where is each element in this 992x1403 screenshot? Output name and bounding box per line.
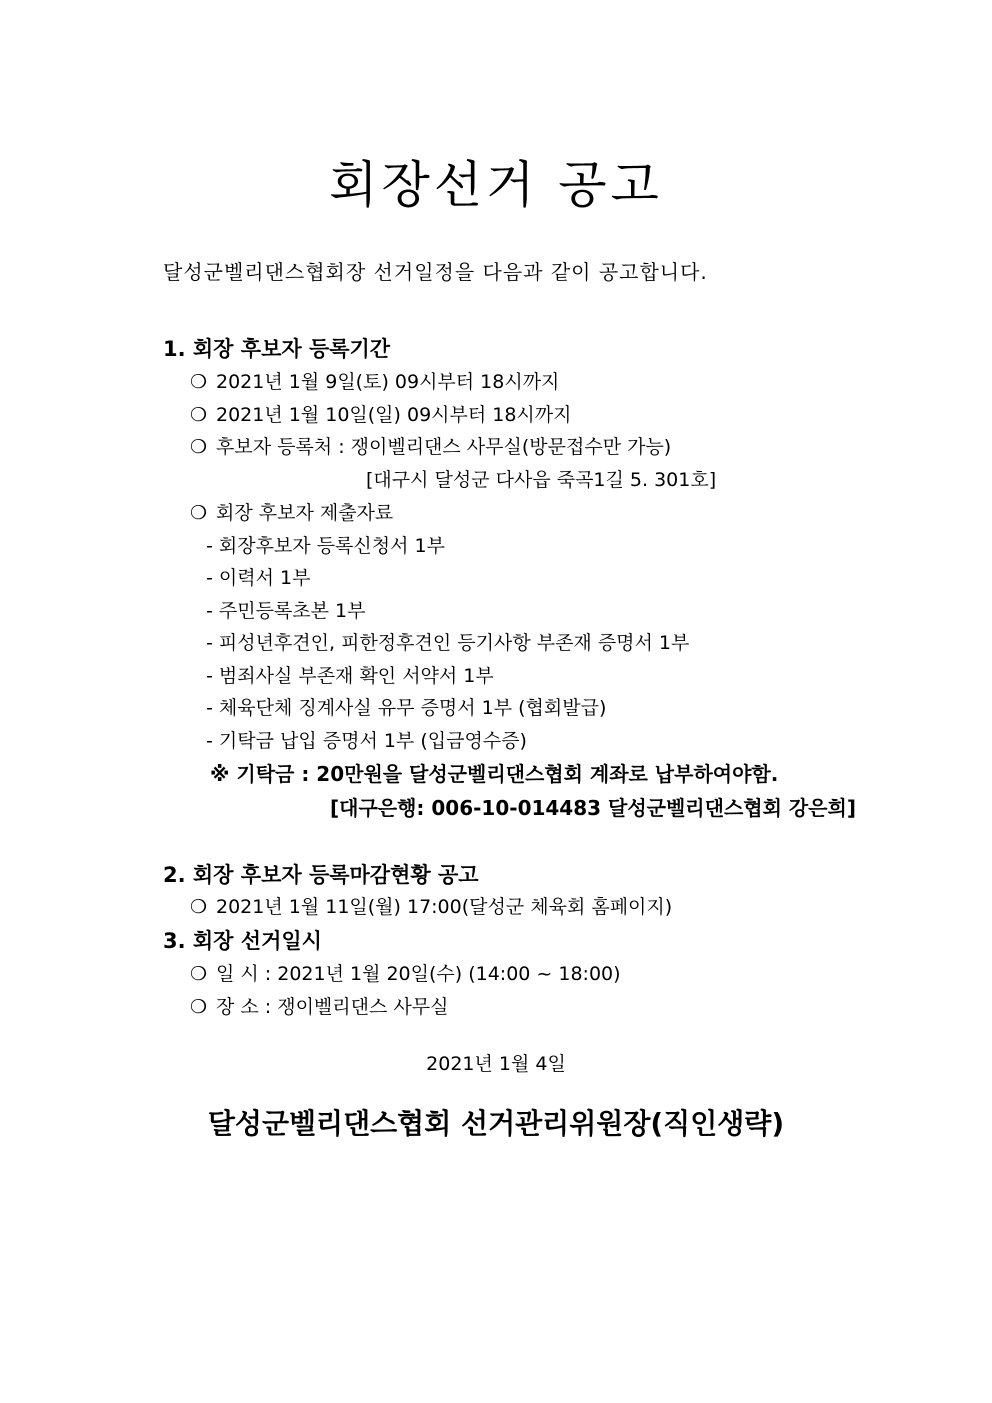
document-item: - 주민등록초본 1부 — [206, 600, 366, 622]
signature-line: 달성군벨리댄스협회 선거관리위원장(직인생략) — [207, 1107, 785, 1140]
document-item: - 체육단체 징계사실 유무 증명서 1부 (협회발급) — [206, 697, 607, 719]
circle-bullet-icon: ❍ — [190, 963, 208, 985]
circle-bullet-icon: ❍ — [190, 502, 208, 524]
document-item: - 범죄사실 부존재 확인 서약서 1부 — [206, 665, 494, 687]
section3-item: ❍ 장 소 : 쟁이벨리댄스 사무실 — [190, 996, 449, 1018]
page-title: 회장선거 공고 — [329, 156, 663, 214]
section3-heading: 3. 회장 선거일시 — [163, 929, 322, 953]
section3-item: ❍ 일 시 : 2021년 1월 20일(수) (14:00 ~ 18:00) — [190, 963, 621, 985]
document-item: - 회장후보자 등록신청서 1부 — [206, 535, 445, 557]
section2-item: ❍ 2021년 1월 11일(월) 17:00(달성군 체육회 홈페이지) — [190, 896, 673, 918]
section1-item: ❍ 후보자 등록처 : 쟁이벨리댄스 사무실(방문접수만 가능) — [190, 436, 672, 458]
circle-bullet-icon: ❍ — [190, 996, 208, 1018]
announcement-date: 2021년 1월 4일 — [426, 1053, 566, 1075]
document-item: - 기탁금 납입 증명서 1부 (입금영수증) — [206, 730, 527, 752]
address-line: [대구시 달성군 다사읍 죽곡1길 5. 301호] — [366, 469, 717, 491]
deposit-note: ※ 기탁금 : 20만원을 달성군벨리댄스협회 계좌로 납부하여야함. — [210, 762, 779, 786]
circle-bullet-icon: ❍ — [190, 371, 208, 393]
circle-bullet-icon: ❍ — [190, 404, 208, 426]
section1-heading: 1. 회장 후보자 등록기간 — [163, 337, 391, 361]
circle-bullet-icon: ❍ — [190, 436, 208, 458]
section1-item: ❍ 2021년 1월 10일(일) 09시부터 18시까지 — [190, 404, 572, 426]
document-item: - 피성년후견인, 피한정후견인 등기사항 부존재 증명서 1부 — [206, 632, 690, 654]
document-item: - 이력서 1부 — [206, 567, 311, 589]
section2-heading: 2. 회장 후보자 등록마감현황 공고 — [163, 863, 479, 887]
intro-text: 달성군벨리댄스협회장 선거일정을 다음과 같이 공고합니다. — [163, 260, 708, 284]
circle-bullet-icon: ❍ — [190, 896, 208, 918]
documents-heading: ❍ 회장 후보자 제출자료 — [190, 502, 394, 524]
section1-item: ❍ 2021년 1월 9일(토) 09시부터 18시까지 — [190, 371, 560, 393]
bank-account: [대구은행: 006-10-014483 달성군벨리댄스협회 강은희] — [330, 796, 856, 820]
